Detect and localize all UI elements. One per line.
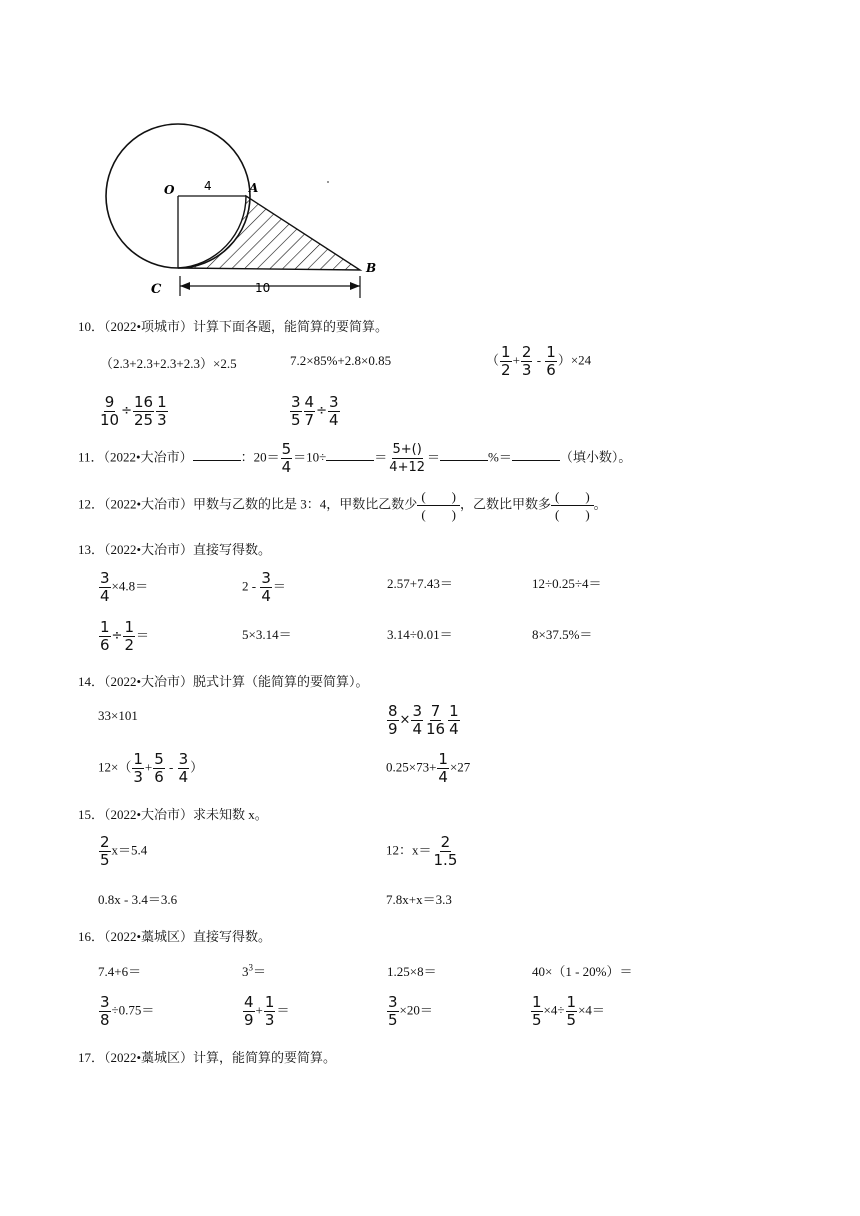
q16-a4: 40×（1 - 20%）＝ (532, 964, 633, 979)
answer-fraction-blank[interactable]: ( ) ( ) (551, 488, 594, 523)
q15-e3: 0.8x - 3.4＝3.6 (98, 892, 178, 907)
q15-header: 15．（2022•大冶市）求未知数 x。 (78, 807, 268, 822)
q14-e2: $\frac{8}{9}$ × $\frac{3}{4}$ $\frac{7}{16}$ $\frac{1}{4}$ (388, 702, 459, 738)
q12-line: 12．（2022•大冶市）甲数与乙数的比是 3：4，甲数比乙数少 ( ) ( ) ，乙数比甲数多 ( ) ( ) 。 (78, 489, 607, 522)
label-c: C (151, 282, 162, 297)
circle-triangle-figure (100, 120, 390, 305)
q10-header: 10．（2022•项城市）计算下面各题，能简算的要简算。 (78, 319, 389, 334)
label-cb-length: 10 (255, 281, 271, 295)
answer-blank[interactable] (512, 448, 560, 461)
q10-expr-1: （2.3+2.3+2.3+2.3）×2.5 (100, 356, 237, 371)
q14-e3: 12×（ $\frac{1}{3}$ + $\frac{5}{6}$ - $\frac{3}{4}$ ） (98, 750, 204, 786)
label-a: A (249, 181, 259, 195)
q13-b3: 3.14÷0.01＝ (387, 627, 453, 642)
q14-e1: 33×101 (98, 708, 138, 723)
q14-header: 14．（2022•大冶市）脱式计算（能简算的要简算）。 (78, 674, 369, 689)
q16-a2: $3^3=$ (242, 962, 267, 979)
q15-e4: 7.8x+x＝3.3 (386, 892, 452, 907)
q10-expr-4: $\frac{9}{10}$ ÷ $\frac{16}{25}$ $\frac{1}{3}$ (100, 393, 167, 429)
q16-b1: $\frac{3}{8}$ ÷0.75＝ (100, 993, 155, 1029)
label-oa-length: 4 (204, 179, 212, 193)
answer-blank[interactable] (440, 448, 488, 461)
answer-blank[interactable] (193, 448, 241, 461)
q13-a4: 12÷0.25÷4＝ (532, 576, 602, 591)
q16-a3: 1.25×8＝ (387, 964, 437, 979)
q10-expr-3: （ $\frac{1}{2}$ + $\frac{2}{3}$ - $\frac{1}{6}$ ）×24 (486, 343, 592, 379)
q11-line: 11．（2022•大冶市） ：20＝ $\frac{5}{4}$ ＝10÷ ＝ $\frac{5+()}{4+12}$ ＝ %＝ （填小数）。 (78, 440, 632, 476)
label-o: O (164, 183, 175, 197)
shaded-region (178, 196, 360, 270)
q13-a1: $\frac{3}{4}$ ×4.8＝ (100, 569, 149, 605)
q13-a3: 2.57+7.43＝ (387, 576, 453, 591)
q15-e1: $\frac{2}{5}$ x＝5.4 (100, 833, 148, 869)
q15-e2: 12：x＝ $\frac{2}{1.5}$ (386, 833, 458, 869)
answer-fraction-blank[interactable]: ( ) ( ) (417, 488, 460, 523)
q16-b2: $\frac{4}{9}$ + $\frac{1}{3}$ ＝ (244, 993, 290, 1029)
q13-a2: 2 - $\frac{3}{4}$ ＝ (242, 569, 286, 605)
label-b: B (366, 261, 377, 275)
dim-arrow-right (350, 282, 360, 290)
answer-blank[interactable] (326, 448, 374, 461)
q14-e4: 0.25×73+ $\frac{1}{4}$ ×27 (386, 750, 471, 786)
q16-b4: $\frac{1}{5}$ ×4÷ $\frac{1}{5}$ ×4＝ (532, 993, 605, 1029)
q10-expr-5: $\frac{3}{5}$ $\frac{4}{7}$ ÷ $\frac{3}{4}$ (291, 393, 339, 429)
q17-header: 17．（2022•藁城区）计算，能简算的要简算。 (78, 1050, 337, 1065)
q13-b2: 5×3.14＝ (242, 627, 292, 642)
q13-b1: $\frac{1}{6}$ ÷ $\frac{1}{2}$ ＝ (100, 618, 150, 654)
q13-header: 13．（2022•大冶市）直接写得数。 (78, 542, 272, 557)
q16-a1: 7.4+6＝ (98, 964, 142, 979)
q16-b3: $\frac{3}{5}$ ×20＝ (388, 993, 433, 1029)
q16-header: 16．（2022•藁城区）直接写得数。 (78, 929, 272, 944)
q10-expr-2: 7.2×85%+2.8×0.85 (290, 353, 392, 368)
dim-arrow-left (180, 282, 190, 290)
q13-b4: 8×37.5%＝ (532, 627, 593, 642)
